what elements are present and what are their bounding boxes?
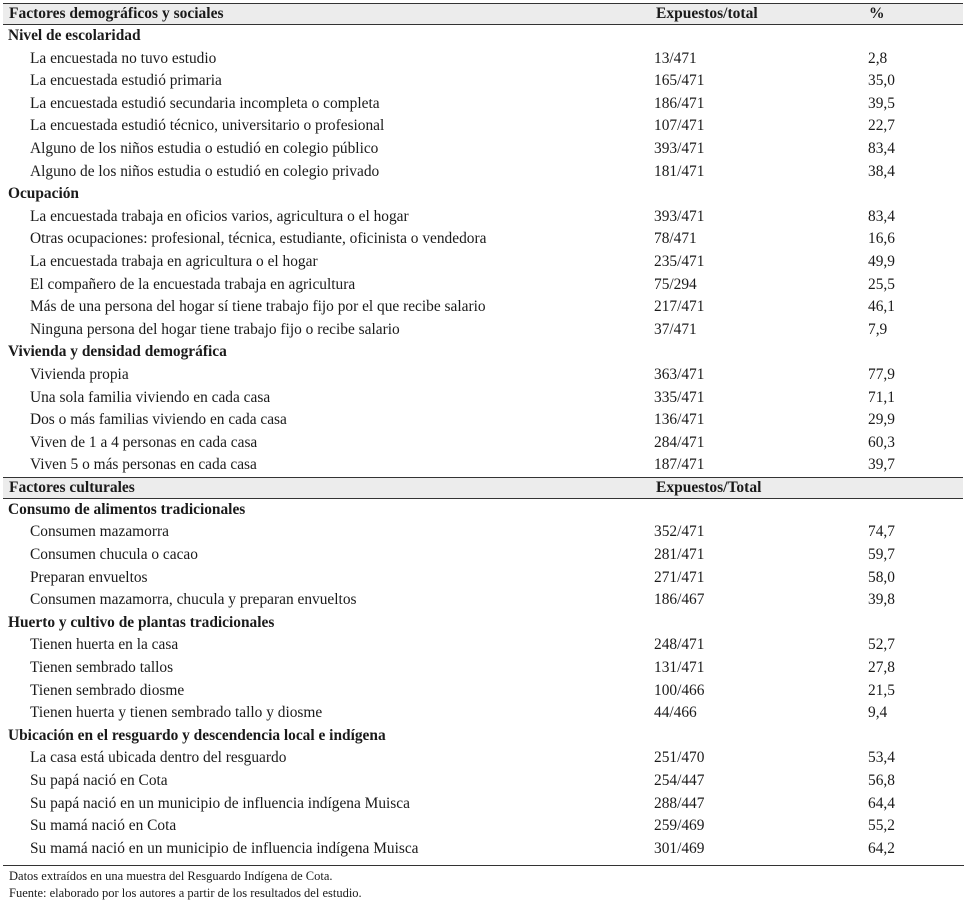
table-row — [3, 815, 963, 838]
row-label: Consumen mazamorra — [30, 523, 169, 541]
table-body-demographic — [3, 25, 963, 477]
row-label: Vivienda propia — [30, 365, 129, 383]
row-label: La encuestada no tuvo estudio — [30, 49, 217, 67]
header-exposed: Expuestos/total — [656, 5, 758, 22]
exposed-value: 288/447 — [654, 794, 705, 812]
exposed-value: 44/466 — [654, 704, 697, 722]
table-row — [3, 544, 963, 567]
row-label: Tienen sembrado diosme — [30, 681, 185, 699]
section-heading — [3, 183, 963, 206]
table-notes — [3, 865, 964, 902]
row-label: Más de una persona del hogar sí tiene trabajo fijo por el que recibe salario — [30, 298, 486, 316]
row-label: Dos o más familias viviendo en cada casa — [30, 411, 287, 429]
table-header-demographic — [3, 3, 963, 25]
exposed-value: 187/471 — [654, 456, 705, 474]
header-percent: % — [869, 5, 885, 22]
exposed-value: 271/471 — [654, 568, 705, 586]
table-row — [3, 93, 963, 116]
row-label: Alguno de los niños estudia o estudió en colegio público — [30, 139, 379, 157]
section-heading — [3, 725, 963, 748]
percent-value: 39,5 — [868, 94, 895, 112]
table-row — [3, 747, 963, 770]
percent-value: 71,1 — [868, 388, 895, 406]
exposed-value: 100/466 — [654, 681, 705, 699]
row-label: Su mamá nació en Cota — [30, 817, 177, 835]
table-row — [3, 228, 963, 251]
table-row — [3, 589, 963, 612]
exposed-value: 37/471 — [654, 320, 697, 338]
section-label: Vivienda y densidad demográfica — [8, 343, 227, 361]
percent-value: 38,4 — [868, 162, 895, 180]
row-label: Consumen chucula o cacao — [30, 546, 198, 564]
table-header-cultural — [3, 477, 963, 499]
exposed-value: 393/471 — [654, 139, 705, 157]
exposed-value: 186/471 — [654, 94, 705, 112]
table-row — [3, 838, 963, 861]
table-row — [3, 70, 963, 93]
table-row — [3, 296, 963, 319]
table-row — [3, 161, 963, 184]
row-label: Una sola familia viviendo en cada casa — [30, 388, 271, 406]
exposed-value: 13/471 — [654, 49, 697, 67]
percent-value: 60,3 — [868, 433, 895, 451]
exposed-value: 254/447 — [654, 772, 705, 789]
row-label: Viven 5 o más personas en cada casa — [30, 456, 257, 474]
percent-value: 46,1 — [868, 298, 895, 316]
exposed-value: 251/470 — [654, 749, 705, 767]
percent-value: 77,9 — [868, 365, 895, 383]
table-row — [3, 138, 963, 161]
row-label: Su mamá nació en un municipio de influencia indígena Muisca — [30, 839, 419, 857]
table-row — [3, 432, 963, 455]
exposed-value: 259/469 — [654, 817, 705, 835]
row-label: Su papá nació en Cota — [30, 772, 168, 789]
percent-value: 58,0 — [868, 568, 895, 586]
table-row — [3, 274, 963, 297]
data-table — [3, 3, 963, 860]
table-row — [3, 115, 963, 138]
header-exposed: Expuestos/Total — [656, 478, 762, 496]
exposed-value: 281/471 — [654, 546, 705, 564]
exposed-value: 165/471 — [654, 72, 705, 90]
row-label: La encuestada trabaja en agricultura o el hogar — [30, 252, 318, 270]
percent-value: 25,5 — [868, 275, 895, 293]
row-label: Alguno de los niños estudia o estudió en colegio privado — [30, 162, 380, 180]
section-heading — [3, 341, 963, 364]
row-label: Preparan envueltos — [30, 568, 148, 586]
percent-value: 49,9 — [868, 252, 895, 270]
row-label: La encuestada estudió primaria — [30, 72, 222, 90]
table-row — [3, 319, 963, 342]
exposed-value: 131/471 — [654, 659, 705, 677]
percent-value: 64,4 — [868, 794, 895, 812]
table-row — [3, 206, 963, 229]
row-label: Su papá nació en un municipio de influencia indígena Muisca — [30, 794, 410, 812]
table-row — [3, 634, 963, 657]
row-label: La encuestada estudió técnico, universitario o profesional — [30, 117, 385, 135]
percent-value: 35,0 — [868, 72, 895, 90]
exposed-value: 136/471 — [654, 411, 705, 429]
table-row — [3, 251, 963, 274]
exposed-value: 78/471 — [654, 230, 697, 248]
row-label: La encuestada estudió secundaria incompleta o completa — [30, 94, 380, 112]
exposed-value: 217/471 — [654, 298, 705, 316]
exposed-value: 181/471 — [654, 162, 705, 180]
percent-value: 39,7 — [868, 456, 895, 474]
table-row — [3, 702, 963, 725]
exposed-value: 235/471 — [654, 252, 705, 270]
header-factor: Factores demográficos y sociales — [9, 5, 224, 22]
exposed-value: 248/471 — [654, 636, 705, 654]
percent-value: 21,5 — [868, 681, 895, 699]
percent-value: 83,4 — [868, 207, 895, 225]
row-label: La encuestada trabaja en oficios varios, agricultura o el hogar — [30, 207, 409, 225]
exposed-value: 284/471 — [654, 433, 705, 451]
exposed-value: 186/467 — [654, 591, 705, 609]
table-row — [3, 364, 963, 387]
table-row — [3, 454, 963, 477]
section-heading — [3, 612, 963, 635]
row-label: Tienen huerta en la casa — [30, 636, 179, 654]
percent-value: 55,2 — [868, 817, 895, 835]
percent-value: 9,4 — [868, 704, 888, 722]
exposed-value: 301/469 — [654, 839, 705, 857]
row-label: Tienen huerta y tienen sembrado tallo y diosme — [30, 704, 323, 722]
row-label: Tienen sembrado tallos — [30, 659, 174, 677]
table-body-cultural — [3, 499, 963, 861]
percent-value: 64,2 — [868, 839, 895, 857]
table-row — [3, 657, 963, 680]
row-label: La casa está ubicada dentro del resguardo — [30, 749, 287, 767]
percent-value: 39,8 — [868, 591, 895, 609]
exposed-value: 335/471 — [654, 388, 705, 406]
percent-value: 2,8 — [868, 49, 888, 67]
section-label: Ocupación — [8, 185, 79, 203]
percent-value: 27,8 — [868, 659, 895, 677]
section-label: Ubicación en el resguardo y descendencia local e indígena — [8, 726, 386, 744]
table-row — [3, 567, 963, 590]
row-label: Otras ocupaciones: profesional, técnica, estudiante, oficinista o vendedora — [30, 230, 487, 248]
row-label: El compañero de la encuestada trabaja en agricultura — [30, 275, 356, 293]
percent-value: 22,7 — [868, 117, 895, 135]
row-label: Viven de 1 a 4 personas en cada casa — [30, 433, 258, 451]
row-label: Ninguna persona del hogar tiene trabajo fijo o recibe salario — [30, 320, 400, 338]
note-author-source: Fuente: elaborado por los autores a partir de los resultados del estudio. — [9, 886, 362, 900]
percent-value: 7,9 — [868, 320, 888, 338]
percent-value: 83,4 — [868, 139, 895, 157]
percent-value: 74,7 — [868, 523, 895, 541]
table-row — [3, 680, 963, 703]
exposed-value: 393/471 — [654, 207, 705, 225]
table-row — [3, 770, 963, 793]
section-label: Consumo de alimentos tradicionales — [8, 500, 246, 518]
percent-value: 29,9 — [868, 411, 895, 429]
section-heading — [3, 499, 963, 522]
percent-value: 56,8 — [868, 772, 895, 789]
table-row — [3, 793, 963, 816]
exposed-value: 107/471 — [654, 117, 705, 135]
table-row — [3, 387, 963, 410]
row-label: Consumen mazamorra, chucula y preparan envueltos — [30, 591, 357, 609]
percent-value: 53,4 — [868, 749, 895, 767]
exposed-value: 75/294 — [654, 275, 697, 293]
percent-value: 59,7 — [868, 546, 895, 564]
percent-value: 16,6 — [868, 230, 895, 248]
section-label: Huerto y cultivo de plantas tradicionales — [8, 613, 275, 631]
table-row — [3, 48, 963, 71]
header-factor: Factores culturales — [9, 478, 135, 496]
exposed-value: 363/471 — [654, 365, 705, 383]
section-label: Nivel de escolaridad — [8, 27, 141, 44]
exposed-value: 352/471 — [654, 523, 705, 541]
table-row — [3, 409, 963, 432]
section-heading — [3, 25, 963, 48]
table-row — [3, 521, 963, 544]
percent-value: 52,7 — [868, 636, 895, 654]
note-data-source: Datos extraídos en una muestra del Resguardo Indígena de Cota. — [9, 869, 333, 883]
